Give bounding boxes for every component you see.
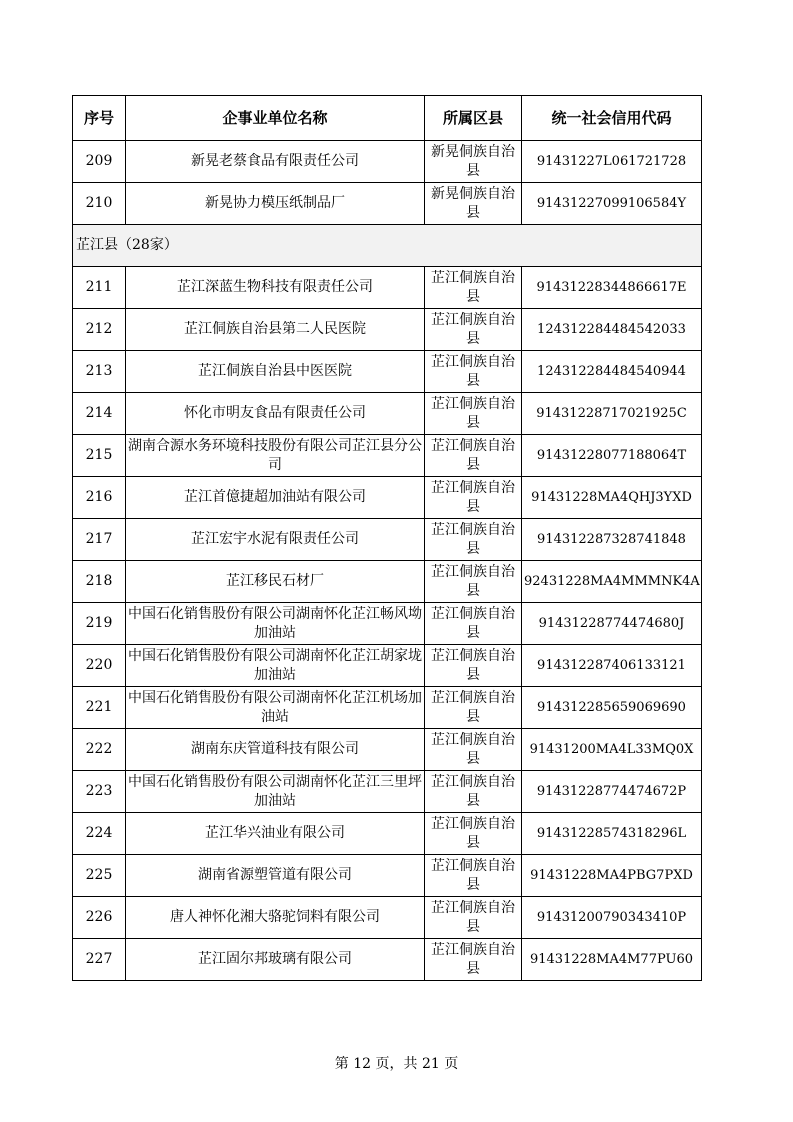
- row-company-name: 芷江侗族自治县第二人民医院: [126, 309, 425, 351]
- row-credit-code: 91431228774474680J: [522, 603, 702, 645]
- table-row: [73, 267, 702, 309]
- row-county: 芷江侗族自治县: [425, 561, 522, 603]
- row-serial: 217: [73, 519, 126, 561]
- row-county: 芷江侗族自治县: [425, 687, 522, 729]
- row-county: 芷江侗族自治县: [425, 435, 522, 477]
- row-serial: 216: [73, 477, 126, 519]
- table-body-main: [73, 267, 702, 981]
- row-company-name: 新晃老蔡食品有限责任公司: [126, 141, 425, 183]
- table-row: [73, 687, 702, 729]
- section-row: [73, 225, 702, 267]
- row-county: 芷江侗族自治县: [425, 477, 522, 519]
- row-county: 芷江侗族自治县: [425, 519, 522, 561]
- row-credit-code: 91431227099106584Y: [522, 183, 702, 225]
- table-row: [73, 141, 702, 183]
- row-company-name: 中国石化销售股份有限公司湖南怀化芷江畅风坳加油站: [126, 603, 425, 645]
- row-credit-code: 91431200MA4L33MQ0X: [522, 729, 702, 771]
- page-footer: 第 12 页，共 21 页: [334, 1056, 459, 1072]
- row-county: 芷江侗族自治县: [425, 729, 522, 771]
- row-credit-code: 914312287328741848: [522, 519, 702, 561]
- table-row: [73, 309, 702, 351]
- table-header-row: [73, 96, 702, 141]
- row-company-name: 芷江移民石材厂: [126, 561, 425, 603]
- row-serial: 222: [73, 729, 126, 771]
- row-serial: 226: [73, 897, 126, 939]
- row-company-name: 芷江宏宇水泥有限责任公司: [126, 519, 425, 561]
- row-company-name: 中国石化销售股份有限公司湖南怀化芷江三里坪加油站: [126, 771, 425, 813]
- row-county: 芷江侗族自治县: [425, 813, 522, 855]
- row-county: 芷江侗族自治县: [425, 771, 522, 813]
- row-county: 芷江侗族自治县: [425, 603, 522, 645]
- table-row: [73, 855, 702, 897]
- row-company-name: 芷江侗族自治县中医医院: [126, 351, 425, 393]
- table-row: [73, 729, 702, 771]
- row-county: 芷江侗族自治县: [425, 393, 522, 435]
- row-county: 芷江侗族自治县: [425, 897, 522, 939]
- row-county: 新晃侗族自治县: [425, 141, 522, 183]
- row-serial: 213: [73, 351, 126, 393]
- table-row: [73, 813, 702, 855]
- row-serial: 221: [73, 687, 126, 729]
- row-county: 芷江侗族自治县: [425, 267, 522, 309]
- row-company-name: 芷江固尔邦玻璃有限公司: [126, 939, 425, 981]
- table-row: [73, 939, 702, 981]
- header-serial: 序号: [73, 96, 126, 141]
- table-body-top: [73, 141, 702, 225]
- section-label: 芷江县（28家）: [73, 225, 702, 267]
- row-serial: 223: [73, 771, 126, 813]
- row-serial: 210: [73, 183, 126, 225]
- row-serial: 219: [73, 603, 126, 645]
- table-row: [73, 897, 702, 939]
- row-credit-code: 91431228574318296L: [522, 813, 702, 855]
- enterprise-table: [72, 95, 702, 981]
- row-credit-code: 91431228717021925C: [522, 393, 702, 435]
- row-serial: 224: [73, 813, 126, 855]
- row-serial: 211: [73, 267, 126, 309]
- row-credit-code: 91431228MA4M77PU60: [522, 939, 702, 981]
- row-credit-code: 124312284484542033: [522, 309, 702, 351]
- row-credit-code: 91431200790343410P: [522, 897, 702, 939]
- row-serial: 214: [73, 393, 126, 435]
- row-company-name: 芷江华兴油业有限公司: [126, 813, 425, 855]
- row-county: 芷江侗族自治县: [425, 855, 522, 897]
- table-row: [73, 351, 702, 393]
- row-company-name: 芷江深蓝生物科技有限责任公司: [126, 267, 425, 309]
- table-row: [73, 771, 702, 813]
- row-serial: 212: [73, 309, 126, 351]
- table-row: [73, 477, 702, 519]
- row-county: 芷江侗族自治县: [425, 939, 522, 981]
- table-row: [73, 645, 702, 687]
- row-company-name: 中国石化销售股份有限公司湖南怀化芷江机场加油站: [126, 687, 425, 729]
- row-credit-code: 91431228344866617E: [522, 267, 702, 309]
- row-credit-code: 914312287406133121: [522, 645, 702, 687]
- row-credit-code: 91431227L061721728: [522, 141, 702, 183]
- table-row: [73, 183, 702, 225]
- row-serial: 215: [73, 435, 126, 477]
- row-company-name: 中国石化销售股份有限公司湖南怀化芷江胡家垅加油站: [126, 645, 425, 687]
- row-company-name: 唐人神怀化湘大骆驼饲料有限公司: [126, 897, 425, 939]
- header-credit-code: 统一社会信用代码: [522, 96, 702, 141]
- row-serial: 225: [73, 855, 126, 897]
- row-county: 新晃侗族自治县: [425, 183, 522, 225]
- row-credit-code: 91431228MA4QHJ3YXD: [522, 477, 702, 519]
- row-serial: 209: [73, 141, 126, 183]
- row-company-name: 新晃协力模压纸制品厂: [126, 183, 425, 225]
- row-credit-code: 91431228MA4PBG7PXD: [522, 855, 702, 897]
- row-company-name: 湖南东庆管道科技有限公司: [126, 729, 425, 771]
- header-company-name: 企事业单位名称: [126, 96, 425, 141]
- row-credit-code: 91431228077188064T: [522, 435, 702, 477]
- row-serial: 220: [73, 645, 126, 687]
- header-county: 所属区县: [425, 96, 522, 141]
- table-row: [73, 435, 702, 477]
- row-serial: 227: [73, 939, 126, 981]
- table-row: [73, 519, 702, 561]
- row-county: 芷江侗族自治县: [425, 645, 522, 687]
- row-county: 芷江侗族自治县: [425, 351, 522, 393]
- table-row: [73, 603, 702, 645]
- row-company-name: 湖南省源塑管道有限公司: [126, 855, 425, 897]
- row-credit-code: 124312284484540944: [522, 351, 702, 393]
- row-company-name: 湖南合源水务环境科技股份有限公司芷江县分公司: [126, 435, 425, 477]
- row-company-name: 怀化市明友食品有限责任公司: [126, 393, 425, 435]
- row-credit-code: 91431228774474672P: [522, 771, 702, 813]
- row-serial: 218: [73, 561, 126, 603]
- row-county: 芷江侗族自治县: [425, 309, 522, 351]
- table-row: [73, 561, 702, 603]
- row-credit-code: 92431228MA4MMMNK4A: [522, 561, 702, 603]
- row-company-name: 芷江首億捷超加油站有限公司: [126, 477, 425, 519]
- table-row: [73, 393, 702, 435]
- row-credit-code: 914312285659069690: [522, 687, 702, 729]
